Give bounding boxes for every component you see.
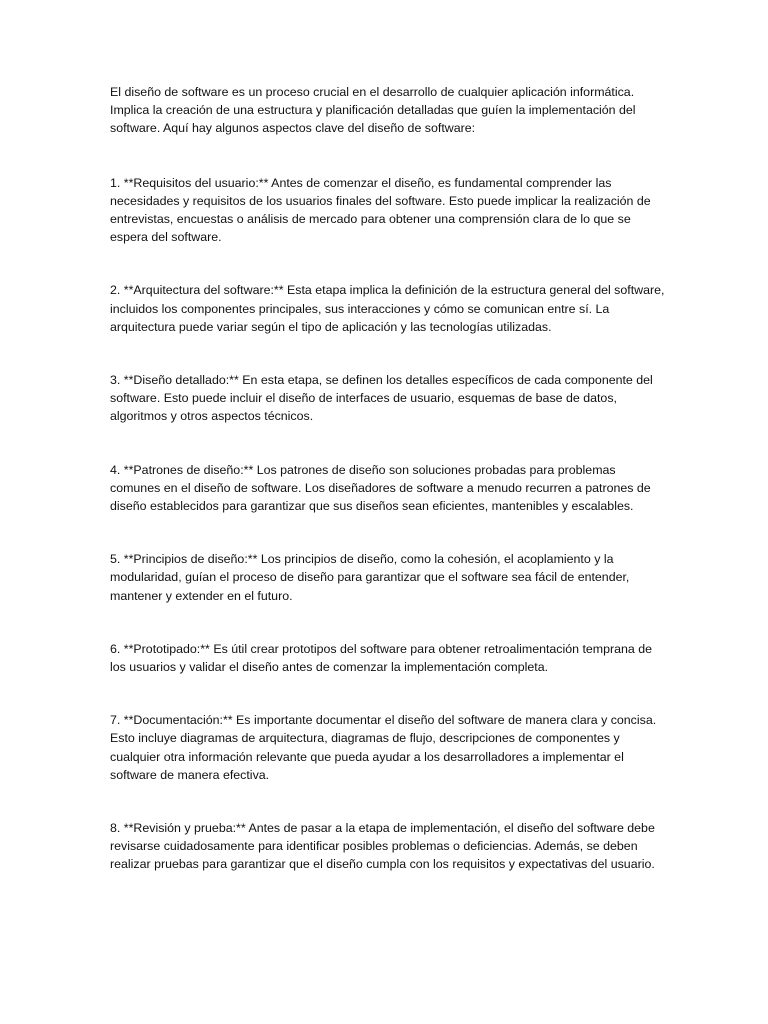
list-item-revision: 8. **Revisión y prueba:** Antes de pasar a la etapa de implementación, el diseño del software debe revisarse cuidadosamente para identificar posibles problemas o deficiencias. Además, se deben realizar pruebas para garantizar que el diseño cumpla con los requisitos y expectativas del usuario. [110, 821, 655, 872]
list-item-principios: 5. **Principios de diseño:** Los principios de diseño, como la cohesión, el acoplamiento y la modularidad, guían el proceso de diseño para garantizar que el software sea fácil de entender, mantener y extender en el futuro. [110, 552, 630, 603]
list-item-prototipado: 6. **Prototipado:** Es útil crear prototipos del software para obtener retroalimentación temprana de los usuarios y validar el diseño antes de comenzar la implementación completa. [110, 641, 653, 675]
list-item-requisitos: 1. **Requisitos del usuario:** Antes de comenzar el diseño, es fundamental comprender las necesidades y requisitos de los usuarios finales del software. Esto puede implicar la realización de entrevistas, encuestas o análisis de mercado para obtener una comprensión clara de lo que se espera del software. [110, 175, 651, 245]
list-item-arquitectura: 2. **Arquitectura del software:** Esta etapa implica la definición de la estructura general del software, incluidos los componentes principales, sus interacciones y cómo se comunican entre sí. La arquitectura puede variar según el tipo de aplicación y las tecnologías utilizadas. [110, 283, 665, 334]
list-item-documentacion: 7. **Documentación:** Es importante documentar el diseño del software de manera clara y concisa. Esto incluye diagramas de arquitectura, diagramas de flujo, descripciones de componentes y cualquier otra información relevante que pueda ayudar a los desarrolladores a implementar el software de manera efectiva. [110, 713, 657, 782]
document-body [110, 83, 665, 874]
list-item-diseno-detallado: 3. **Diseño detallado:** En esta etapa, se definen los detalles específicos de cada componente del software. Esto puede incluir el diseño de interfaces de usuario, esquemas de base de datos, algoritmos y otros aspectos técnicos. [110, 373, 653, 424]
intro-paragraph: El diseño de software es un proceso crucial en el desarrollo de cualquier aplicación informática. Implica la creación de una estructura y planificación detalladas que guíen la implementación del software. Aquí hay algunos aspectos clave del diseño de software: [110, 85, 636, 136]
list-item-patrones: 4. **Patrones de diseño:** Los patrones de diseño son soluciones probadas para problemas comunes en el diseño de software. Los diseñadores de software a menudo recurren a patrones de diseño establecidos para garantizar que sus diseños sean eficientes, mantenibles y escalables. [110, 462, 651, 514]
